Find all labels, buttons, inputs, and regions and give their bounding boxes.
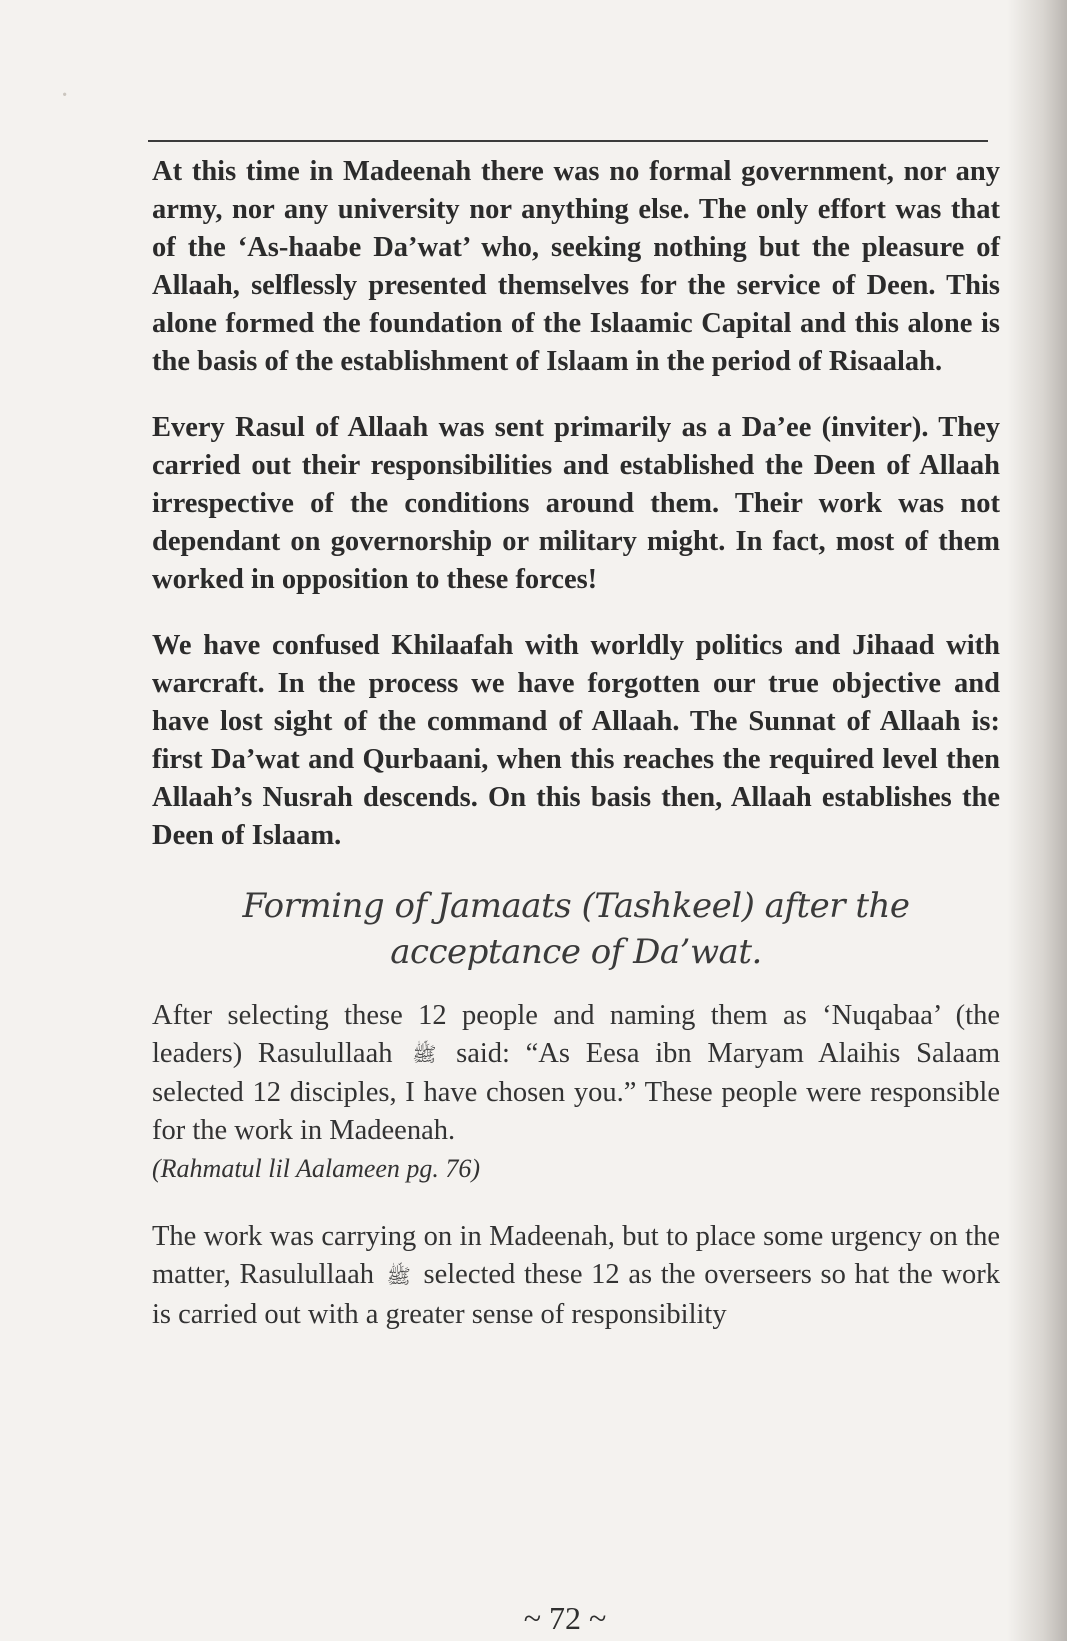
page-edge-shadow xyxy=(1007,0,1067,1641)
scan-artifact: · xyxy=(60,80,70,111)
section-heading-line-2: acceptance of Da’wat. xyxy=(390,932,762,972)
paragraph-madeenah-government: At this time in Madeenah there was no formal government, nor any army, nor any university nor anything else. The only effort was that of the ‘As-haabe Da’wat’ who, seeking nothing but the pleasure of Allaah, selflessly presented themselves for the service of Deen. This alone formed the foundation of the Islaamic Capital and this alone is the basis of the establishment of Islaam in the period of Risaalah. xyxy=(152,156,1000,377)
section-heading xyxy=(152,883,1000,975)
paragraph-khilaafah: We have confused Khilaafah with worldly politics and Jihaad with warcraft. In the process we have forgotten our true objective and have lost sight of the command of Allaah. The Sunnat of Allaah is: first Da’wat and Qurbaani, when this reaches the required level then Allaah’s Nusrah descends. On this basis then, Allaah establishes the Deen of Islaam. xyxy=(152,630,1000,851)
paragraph-overseers-text-1: The work was carrying on in Madeenah, but to place some urgency on the matter, Rasulullaah xyxy=(152,1221,1000,1291)
header-rule xyxy=(148,140,988,142)
paragraph-overseers-text-2: selected these 12 as the overseers so hat the work is carried out with a greater sense of responsibility xyxy=(152,1259,1001,1330)
paragraph-nuqabaa xyxy=(152,997,1000,1188)
page-number: ~ 72 ~ xyxy=(523,1600,607,1636)
citation: (Rahmatul lil Aalameen pg. 76) xyxy=(152,1154,481,1184)
honorific-icon: ﷺ xyxy=(412,1044,437,1067)
paragraph-overseers xyxy=(152,1218,1000,1333)
page-content xyxy=(152,153,1000,1364)
honorific-icon: ﷺ xyxy=(386,1265,411,1288)
paragraph-nuqabaa-text-2: said: “As Eesa ibn Maryam Alaihis Salaam selected 12 disciples, I have chosen you.” These people were responsible for the work in Madeenah. xyxy=(152,1038,1001,1147)
paragraph-nuqabaa-text-1: After selecting these 12 people and naming them as ‘Nuqabaa’ (the leaders) Rasulullaah xyxy=(152,1000,1000,1069)
paragraph-rasul-daee: Every Rasul of Allaah was sent primarily as a Da’ee (inviter). They carried out their responsibilities and established the Deen of Allaah irrespective of the conditions around them. Their work was not dependant on governorship or military might. In fact, most of them worked in opposition to these forces! xyxy=(152,412,1000,595)
section-heading-line-1: Forming of Jamaats (Tashkeel) after the xyxy=(242,886,910,926)
